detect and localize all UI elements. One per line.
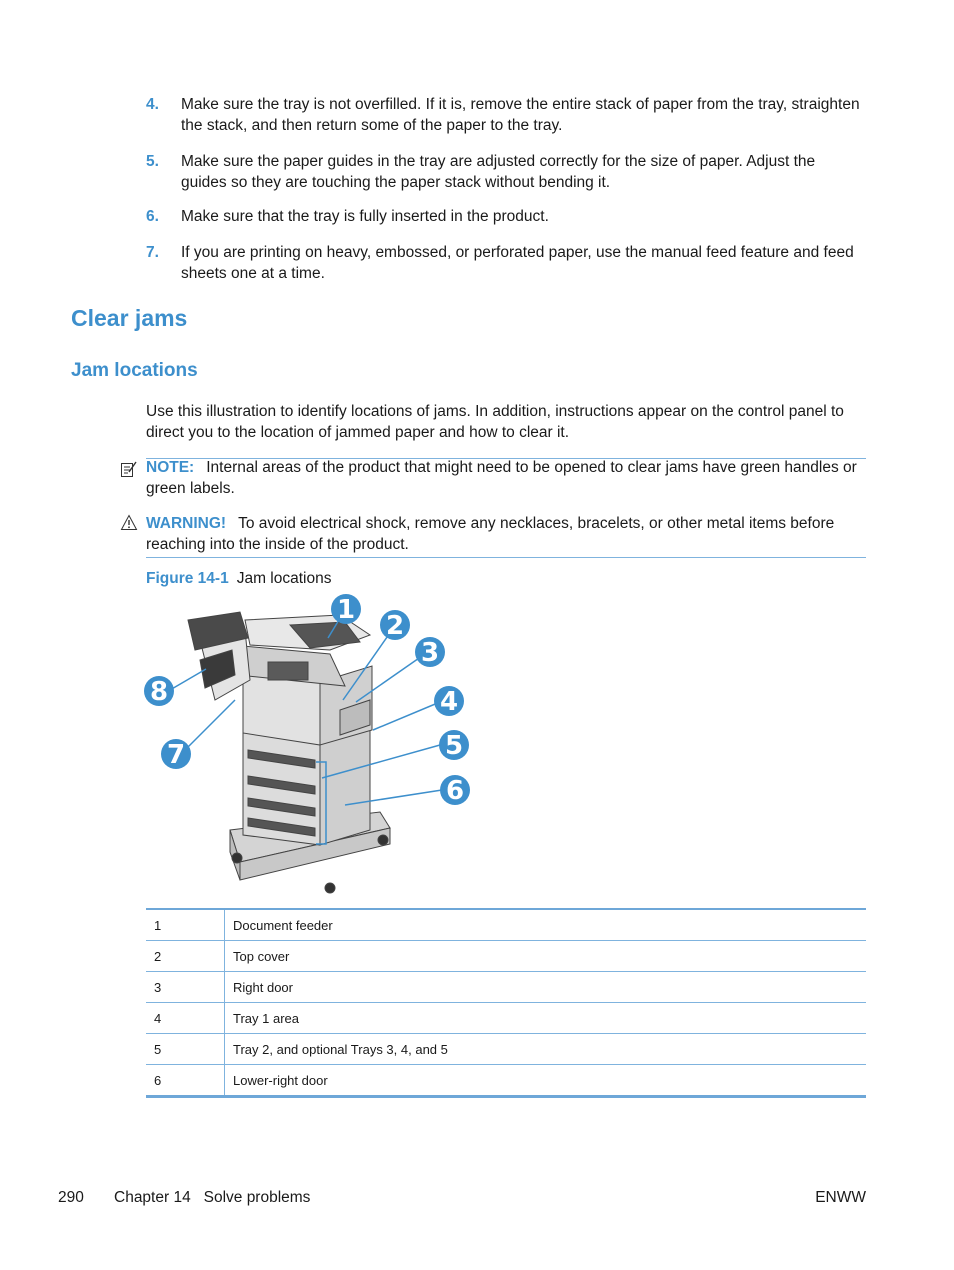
table-row bbox=[146, 1003, 866, 1034]
svg-text:4: 4 bbox=[439, 687, 459, 717]
table-row bbox=[146, 1034, 866, 1065]
row-description: Document feeder bbox=[225, 909, 867, 941]
row-description: Tray 1 area bbox=[225, 1003, 867, 1034]
row-number: 6 bbox=[146, 1065, 225, 1097]
row-number: 1 bbox=[146, 909, 225, 941]
warning-text: To avoid electrical shock, remove any necklaces, bracelets, or other metal items before reaching into the inside of the product. bbox=[146, 515, 835, 553]
row-number: 3 bbox=[146, 972, 225, 1003]
svg-text:5: 5 bbox=[444, 731, 464, 761]
svg-text:3: 3 bbox=[420, 638, 440, 668]
printer-illustration bbox=[140, 590, 480, 900]
footer-right-label: ENWW bbox=[815, 1189, 866, 1206]
note-label: NOTE: bbox=[146, 459, 195, 476]
step-number: 5. bbox=[146, 153, 159, 170]
step-text: If you are printing on heavy, embossed, or perforated paper, use the manual feed feature and feed sheets one at a time. bbox=[181, 244, 854, 282]
row-description: Right door bbox=[225, 972, 867, 1003]
jam-locations-table bbox=[146, 908, 866, 1098]
callout-7 bbox=[161, 739, 191, 770]
warning-block bbox=[146, 513, 866, 555]
section-title: Clear jams bbox=[71, 305, 188, 331]
figure-label: Figure 14-1 bbox=[146, 570, 229, 587]
callout-2 bbox=[380, 610, 410, 641]
svg-text:7: 7 bbox=[166, 740, 186, 770]
intro-paragraph: Use this illustration to identify locations of jams. In addition, instructions appear on the control panel to direct you to the location of jammed paper and how to clear it. bbox=[146, 403, 844, 441]
callout-5 bbox=[439, 730, 469, 761]
warning-icon bbox=[120, 514, 138, 531]
table-row bbox=[146, 972, 866, 1003]
svg-text:1: 1 bbox=[336, 595, 356, 625]
figure-title: Jam locations bbox=[236, 570, 332, 587]
row-description: Lower-right door bbox=[225, 1065, 867, 1097]
step-number: 7. bbox=[146, 244, 159, 261]
subsection-title: Jam locations bbox=[71, 360, 198, 381]
table-row bbox=[146, 909, 866, 941]
page-number: 290 bbox=[58, 1189, 84, 1206]
step-text: Make sure that the tray is fully inserted in the product. bbox=[181, 208, 549, 225]
svg-text:6: 6 bbox=[445, 776, 465, 806]
callout-8 bbox=[144, 676, 174, 707]
callout-6 bbox=[440, 775, 470, 806]
svg-text:8: 8 bbox=[149, 677, 169, 707]
figure-caption bbox=[146, 570, 331, 588]
row-description: Tray 2, and optional Trays 3, 4, and 5 bbox=[225, 1034, 867, 1065]
warning-label: WARNING! bbox=[146, 515, 227, 532]
warning-bottom-rule bbox=[146, 557, 866, 558]
row-number: 2 bbox=[146, 941, 225, 972]
row-description: Top cover bbox=[225, 941, 867, 972]
callout-4 bbox=[434, 686, 464, 717]
note-icon bbox=[120, 460, 138, 478]
step-text: Make sure the paper guides in the tray are adjusted correctly for the size of paper. Adjust the guides so they are touching the paper stack without bending it. bbox=[181, 153, 816, 191]
note-text: Internal areas of the product that might need to be opened to clear jams have green handles or green labels. bbox=[146, 459, 857, 497]
step-number: 6. bbox=[146, 208, 159, 225]
svg-text:2: 2 bbox=[385, 611, 405, 641]
row-number: 5 bbox=[146, 1034, 225, 1065]
chapter-label: Chapter 14 Solve problems bbox=[114, 1189, 311, 1206]
step-text: Make sure the tray is not overfilled. If it is, remove the entire stack of paper from the tray, straighten the stack, and then return some of the paper to the tray. bbox=[181, 96, 860, 134]
row-number: 4 bbox=[146, 1003, 225, 1034]
note-block bbox=[146, 457, 866, 499]
table-row bbox=[146, 941, 866, 972]
table-row bbox=[146, 1065, 866, 1097]
callout-3 bbox=[415, 637, 445, 668]
printer-drawing bbox=[188, 612, 390, 893]
step-number: 4. bbox=[146, 96, 159, 113]
